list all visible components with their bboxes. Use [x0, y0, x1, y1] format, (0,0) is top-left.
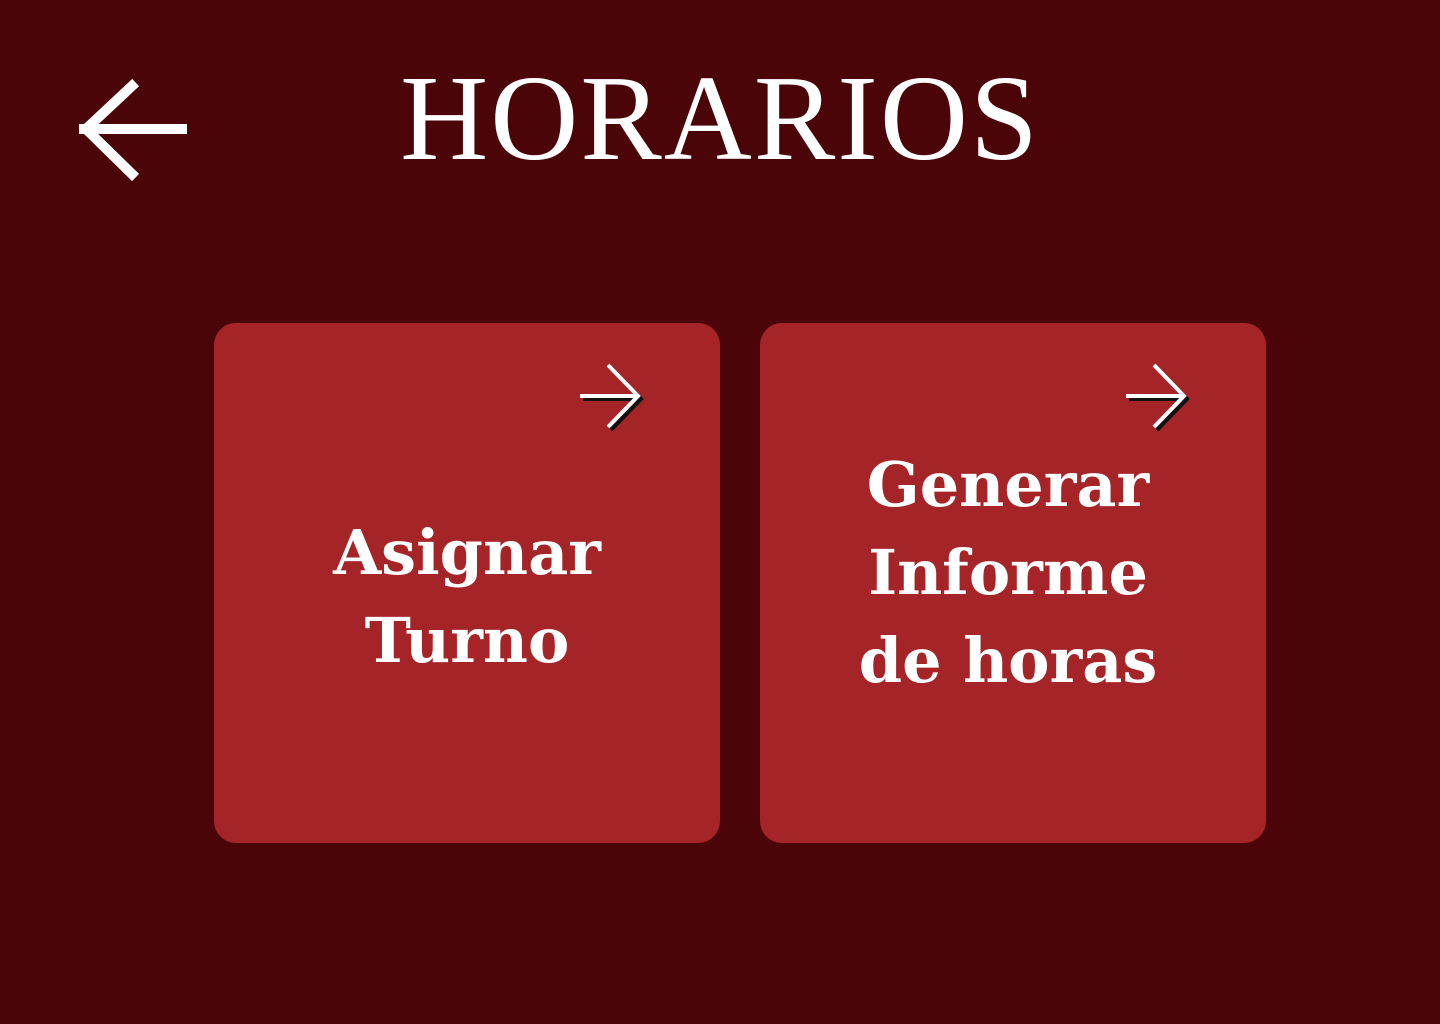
arrow-right-icon	[578, 359, 650, 439]
card-label-line: Turno	[364, 604, 570, 677]
page-title: HORARIOS	[400, 51, 1040, 186]
card-label-line: de horas	[858, 624, 1158, 697]
generate-hours-report-card[interactable]	[760, 323, 1266, 843]
card-label-line: Generar	[866, 448, 1150, 521]
arrow-right-icon	[1124, 359, 1196, 439]
assign-shift-label	[214, 509, 720, 685]
assign-shift-card[interactable]	[214, 323, 720, 843]
generate-hours-report-label	[760, 441, 1256, 705]
card-label-line: Informe	[868, 536, 1148, 609]
card-label-line: Asignar	[333, 516, 601, 589]
